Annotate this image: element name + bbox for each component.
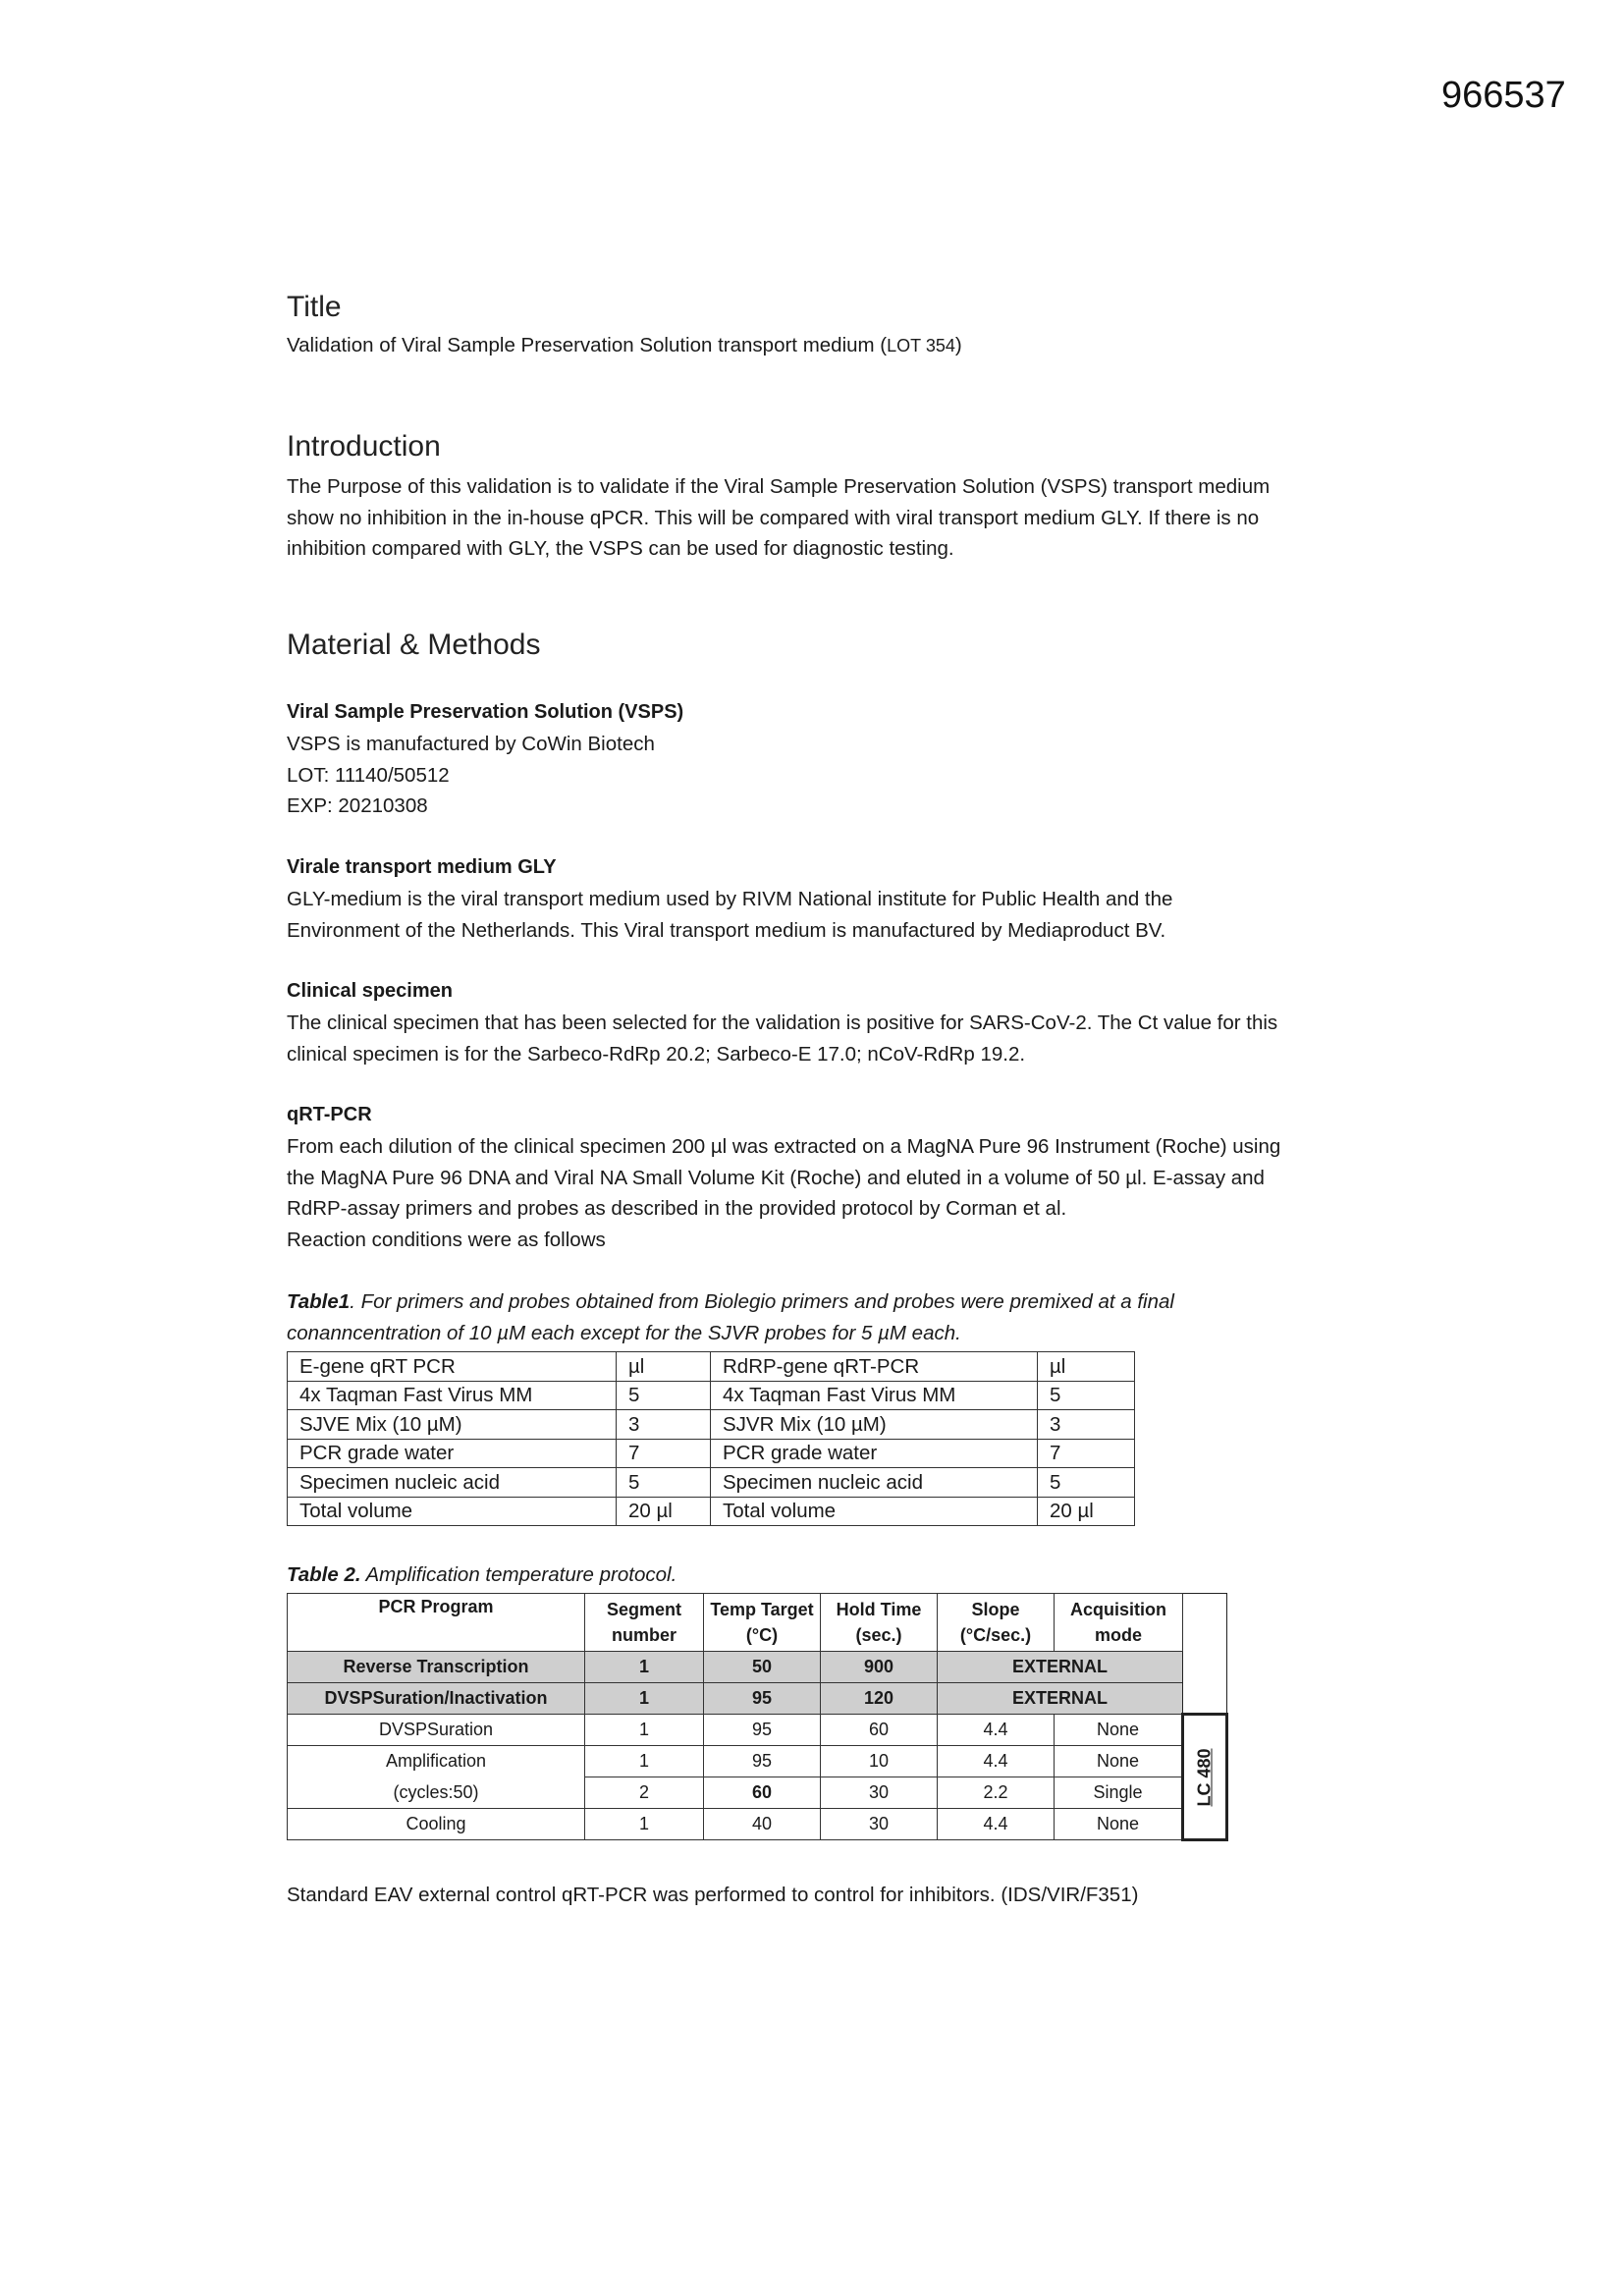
table-row — [288, 1683, 1227, 1715]
table-cell: Single — [1055, 1777, 1183, 1809]
title-text-suffix: ) — [954, 334, 962, 356]
qrtpcr-heading: qRT-PCR — [287, 1104, 372, 1125]
table-row — [288, 1746, 1227, 1777]
reaction-table — [287, 1351, 1135, 1526]
title-text — [287, 334, 962, 357]
table-cell: 4x Taqman Fast Virus MM — [711, 1381, 1038, 1410]
clinical-line: clinical specimen is for the Sarbeco-RdRp 20.2; Sarbeco-E 17.0; nCoV-RdRp 19.2. — [287, 1042, 1026, 1066]
qrtpcr-line: From each dilution of the clinical specimen 200 µl was extracted on a MagNA Pure 96 Instrument (Roche) using — [287, 1135, 1281, 1158]
table-cell: PCR grade water — [711, 1439, 1038, 1468]
intro-line: show no inhibition in the in-house qPCR. This will be compared with viral transport medium GLY. If there is no — [287, 506, 1260, 529]
machine-label-cell — [1183, 1715, 1227, 1840]
table1-caption-line1: . For primers and probes obtained from Biolegio primers and probes were premixed at a final — [350, 1290, 1174, 1313]
table-cell: Cooling — [288, 1809, 585, 1840]
table-row — [288, 1497, 1135, 1526]
table2-caption — [287, 1559, 677, 1591]
table-header: Hold Time (sec.) — [821, 1594, 938, 1652]
table-cell: 5 — [617, 1381, 711, 1410]
table-cell: 3 — [1038, 1410, 1135, 1440]
table-row — [288, 1777, 1227, 1809]
table2-caption-bold: Table 2. — [287, 1563, 361, 1586]
intro-heading: Introduction — [287, 430, 441, 463]
table-cell: DVSPSuration — [288, 1715, 585, 1746]
table-cell: PCR grade water — [288, 1439, 617, 1468]
title-heading: Title — [287, 291, 342, 323]
table-cell: Total volume — [288, 1497, 617, 1526]
machine-label: LC 480 — [1194, 1747, 1215, 1807]
table-cell: RdRP-gene qRT-PCR — [711, 1352, 1038, 1382]
table-cell: 95 — [704, 1715, 821, 1746]
gly-paragraph — [287, 884, 1377, 946]
table-cell: 95 — [704, 1746, 821, 1777]
table-cell: 30 — [821, 1777, 938, 1809]
table-cell: 120 — [821, 1683, 938, 1715]
intro-paragraph — [287, 471, 1377, 565]
gly-heading: Virale transport medium GLY — [287, 856, 557, 878]
table-header: PCR Program — [288, 1594, 585, 1652]
table-header: Acquisition mode — [1055, 1594, 1183, 1652]
machine-column-top — [1183, 1594, 1227, 1715]
table-cell: E-gene qRT PCR — [288, 1352, 617, 1382]
table-cell: 4x Taqman Fast Virus MM — [288, 1381, 617, 1410]
table-row — [288, 1410, 1135, 1440]
table-cell: EXTERNAL — [938, 1652, 1183, 1683]
table1-caption-bold: Table1 — [287, 1290, 351, 1313]
table-cell: 1 — [585, 1746, 704, 1777]
table-cell: 4.4 — [938, 1746, 1055, 1777]
table2-caption-rest: Amplification temperature protocol. — [360, 1563, 677, 1586]
table-cell: 5 — [1038, 1468, 1135, 1498]
table-cell: SJVR Mix (10 µM) — [711, 1410, 1038, 1440]
vsps-line: EXP: 20210308 — [287, 794, 428, 817]
table-cell: Total volume — [711, 1497, 1038, 1526]
table-cell: 50 — [704, 1652, 821, 1683]
methods-heading: Material & Methods — [287, 629, 541, 661]
vsps-heading: Viral Sample Preservation Solution (VSPS) — [287, 701, 684, 723]
table1-caption-line2: conanncentration of 10 µM each except for the SJVR probes for 5 µM each. — [287, 1321, 961, 1344]
table-cell: 4.4 — [938, 1809, 1055, 1840]
table-cell: EXTERNAL — [938, 1683, 1183, 1715]
table-cell: Specimen nucleic acid — [711, 1468, 1038, 1498]
table-cell: 1 — [585, 1652, 704, 1683]
table-cell: 5 — [617, 1468, 711, 1498]
table-cell: 3 — [617, 1410, 711, 1440]
table-cell: µl — [1038, 1352, 1135, 1382]
table-cell: Specimen nucleic acid — [288, 1468, 617, 1498]
table-header: Segment number — [585, 1594, 704, 1652]
table-cell: 20 µl — [617, 1497, 711, 1526]
table-cell: Amplification — [288, 1746, 585, 1777]
table-cell: 30 — [821, 1809, 938, 1840]
table-cell: 7 — [617, 1439, 711, 1468]
footer-line: Standard EAV external control qRT-PCR was performed to control for inhibitors. (IDS/VIR/F351) — [287, 1884, 1139, 1906]
table-cell: 5 — [1038, 1381, 1135, 1410]
gly-line: GLY-medium is the viral transport medium used by RIVM National institute for Public Health and the — [287, 888, 1173, 910]
title-text-prefix: Validation of Viral Sample Preservation Solution transport medium ( — [287, 334, 888, 356]
table-cell: (cycles:50) — [288, 1777, 585, 1809]
table-row — [288, 1468, 1135, 1498]
table-cell: 7 — [1038, 1439, 1135, 1468]
qrtpcr-line: RdRP-assay primers and probes as described in the provided protocol by Corman et al. — [287, 1197, 1067, 1220]
qrtpcr-line: the MagNA Pure 96 DNA and Viral NA Small Volume Kit (Roche) and eluted in a volume of 50 µl. E-assay and — [287, 1166, 1265, 1189]
gly-line: Environment of the Netherlands. This Viral transport medium is manufactured by Mediaproduct BV. — [287, 918, 1166, 942]
table-cell: 2.2 — [938, 1777, 1055, 1809]
vsps-paragraph — [287, 729, 1377, 822]
table-cell: 2 — [585, 1777, 704, 1809]
table-header: Temp Target (°C) — [704, 1594, 821, 1652]
table-header-row — [288, 1594, 1227, 1652]
clinical-paragraph — [287, 1008, 1377, 1069]
table-cell: 95 — [704, 1683, 821, 1715]
table-cell: 10 — [821, 1746, 938, 1777]
table-cell: 4.4 — [938, 1715, 1055, 1746]
table-cell: 60 — [704, 1777, 821, 1809]
document-id: 966537 — [1441, 75, 1566, 116]
qrtpcr-paragraph — [287, 1131, 1377, 1255]
table-cell: 900 — [821, 1652, 938, 1683]
vsps-line: VSPS is manufactured by CoWin Biotech — [287, 733, 655, 755]
table-cell: 20 µl — [1038, 1497, 1135, 1526]
vsps-line: LOT: 11140/50512 — [287, 763, 450, 787]
clinical-line: The clinical specimen that has been selected for the validation is positive for SARS-CoV-2. The Ct value for this — [287, 1011, 1278, 1034]
table-row — [288, 1809, 1227, 1840]
intro-line: The Purpose of this validation is to validate if the Viral Sample Preservation Solution (VSPS) transport medium — [287, 475, 1271, 498]
qrtpcr-line: Reaction conditions were as follows — [287, 1228, 606, 1251]
table-cell: None — [1055, 1715, 1183, 1746]
table-row — [288, 1439, 1135, 1468]
table-row — [288, 1381, 1135, 1410]
table-cell: 40 — [704, 1809, 821, 1840]
table-cell: 60 — [821, 1715, 938, 1746]
title-text-lot: LOT 354 — [887, 336, 955, 355]
table1-caption — [287, 1286, 1174, 1348]
table-cell: None — [1055, 1809, 1183, 1840]
table-row — [288, 1652, 1227, 1683]
table-cell: 1 — [585, 1683, 704, 1715]
clinical-heading: Clinical specimen — [287, 980, 453, 1002]
table-cell: DVSPSuration/Inactivation — [288, 1683, 585, 1715]
intro-line: inhibition compared with GLY, the VSPS can be used for diagnostic testing. — [287, 537, 954, 560]
table-cell: µl — [617, 1352, 711, 1382]
table-row — [288, 1715, 1227, 1746]
table-cell: Reverse Transcription — [288, 1652, 585, 1683]
table-cell: SJVE Mix (10 µM) — [288, 1410, 617, 1440]
table-cell: 1 — [585, 1715, 704, 1746]
table-cell: None — [1055, 1746, 1183, 1777]
table-row — [288, 1352, 1135, 1382]
table-header: Slope (°C/sec.) — [938, 1594, 1055, 1652]
amplification-table — [287, 1593, 1228, 1841]
table-cell: 1 — [585, 1809, 704, 1840]
